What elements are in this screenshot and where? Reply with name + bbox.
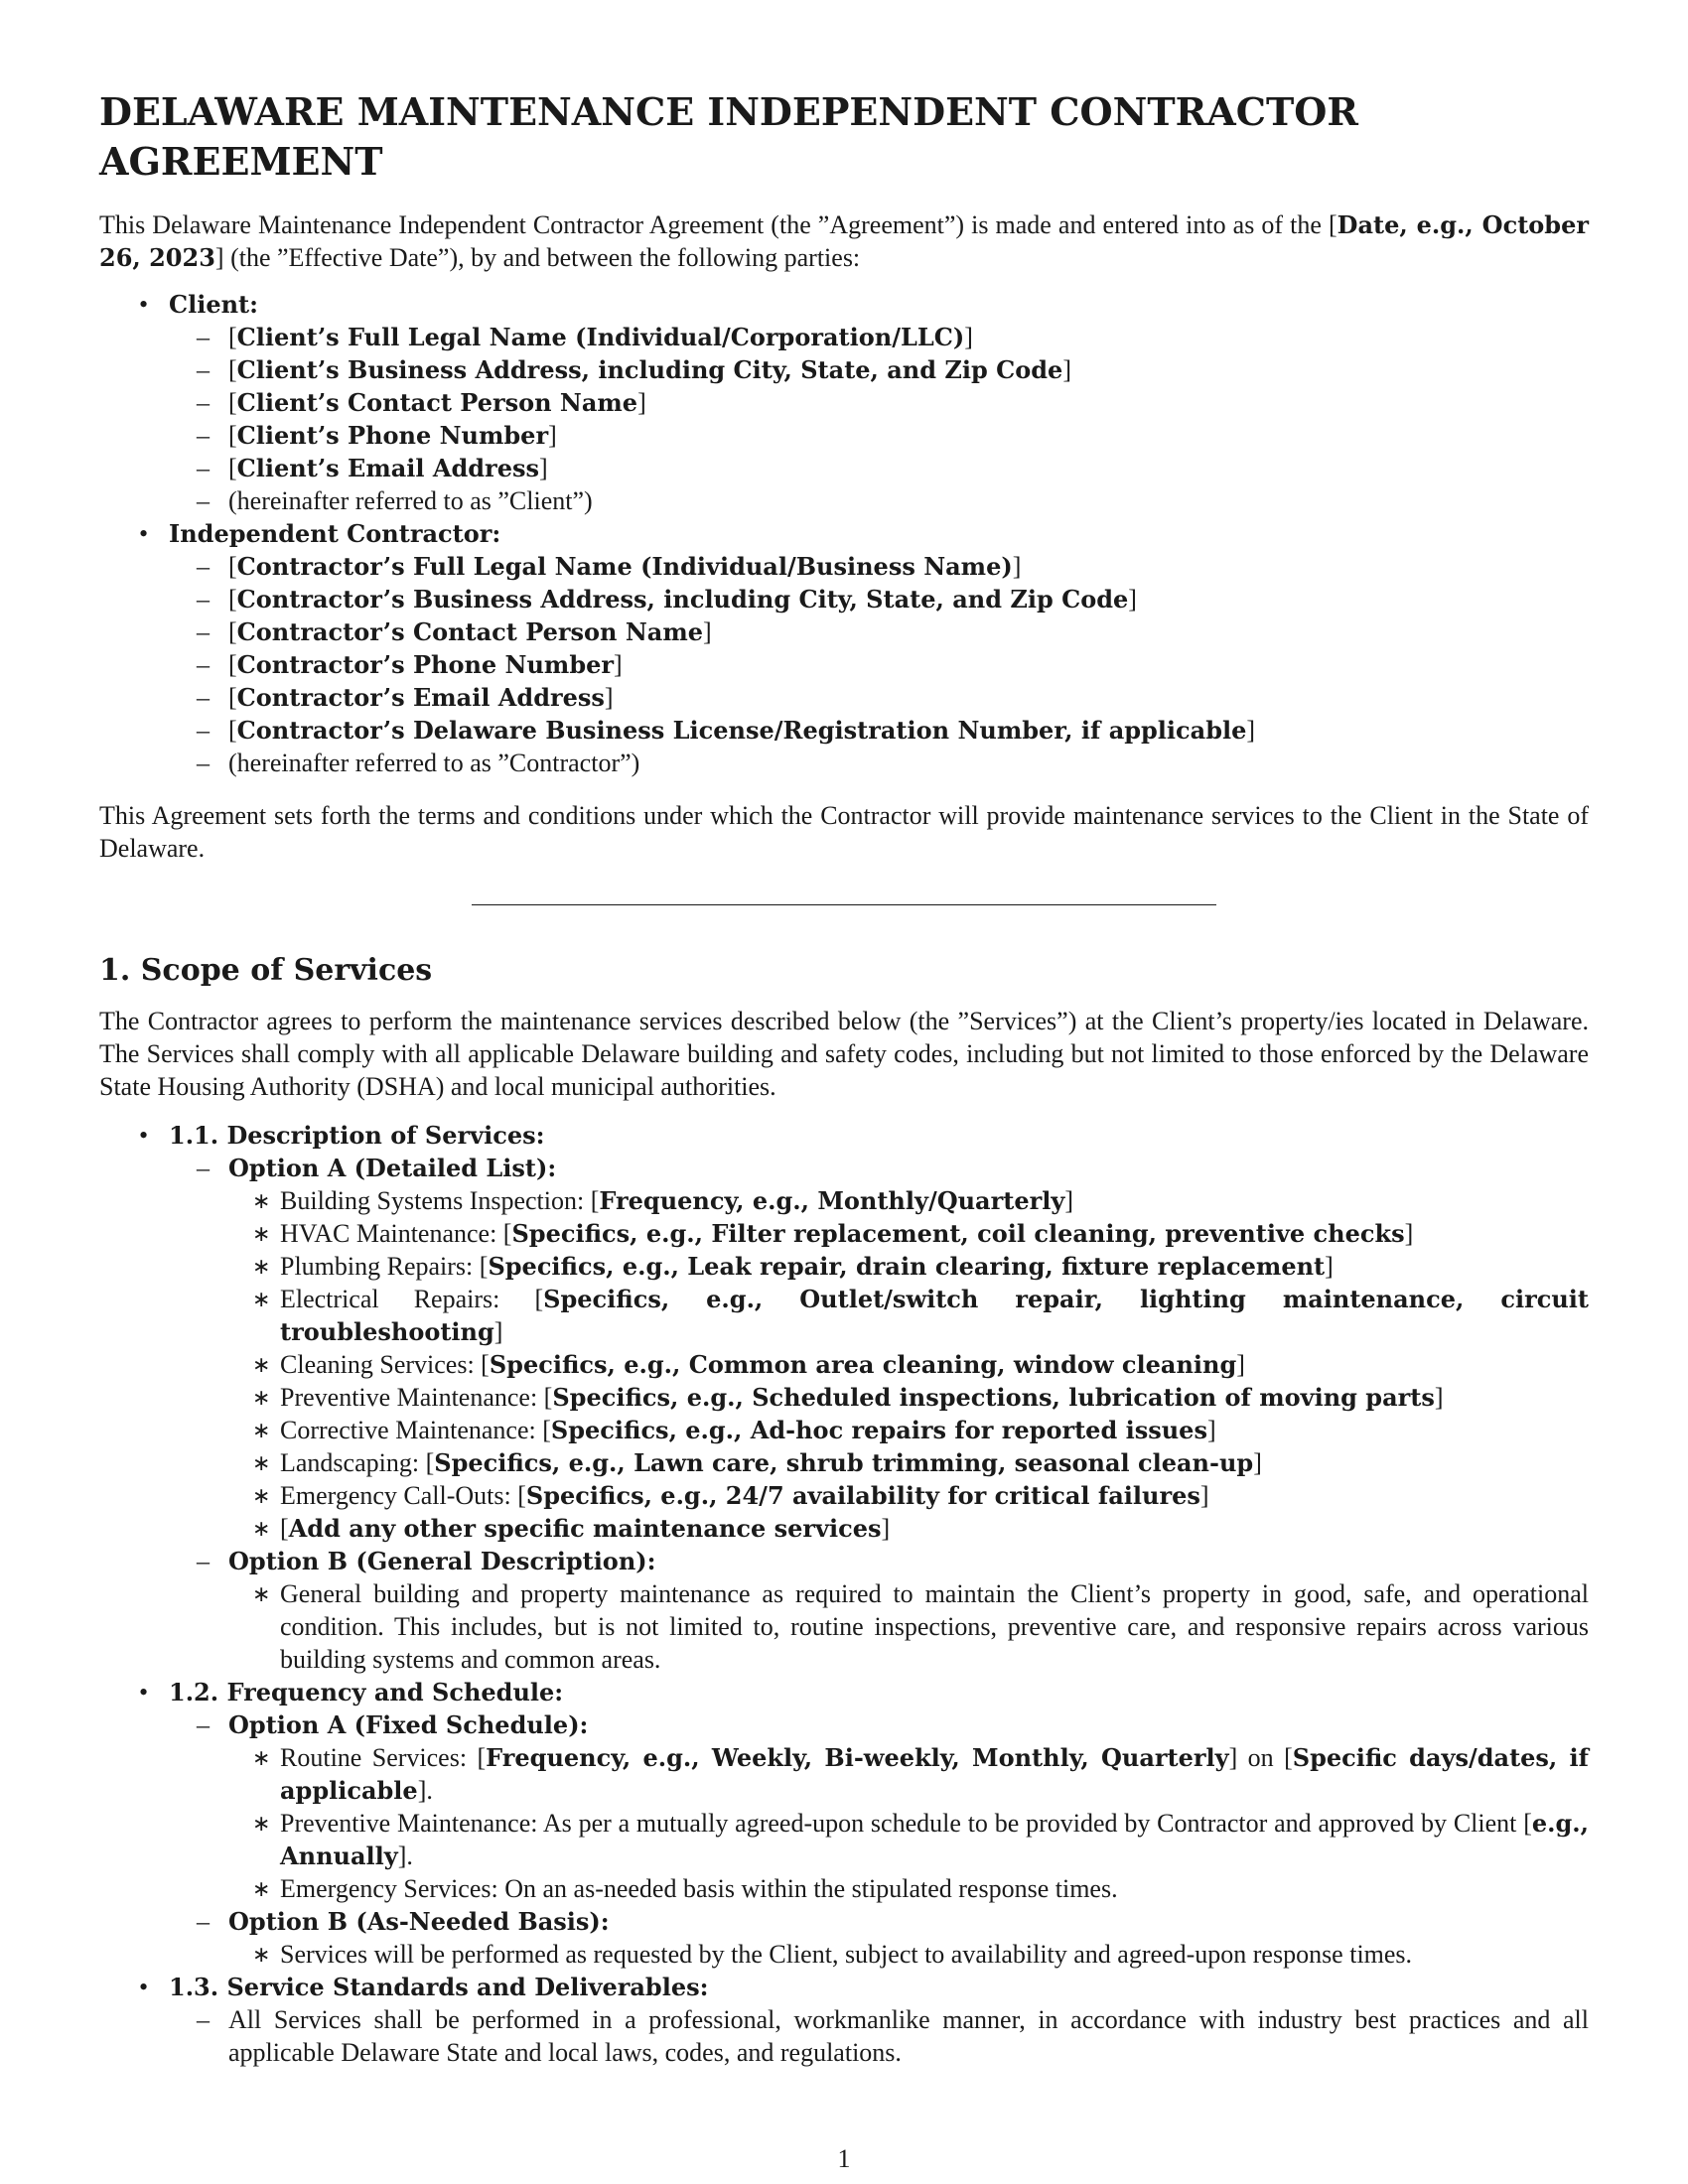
contractor-label: Independent Contractor: <box>169 519 501 548</box>
subsection-1-3-list <box>169 2003 1589 2069</box>
service-item: ∗ Cleaning Services: [Specifics, e.g., Common area cleaning, window cleaning] <box>228 1348 1589 1381</box>
subsection-1-1-options <box>169 1152 1589 1676</box>
service-item: ∗ Plumbing Repairs: [Specifics, e.g., Leak repair, drain clearing, fixture replacement] <box>228 1250 1589 1283</box>
service-item: ∗ Preventive Maintenance: [Specifics, e.g., Scheduled inspections, lubrication of moving parts] <box>228 1381 1589 1414</box>
contractor-fields <box>169 550 1589 779</box>
subsection-1-3-label: 1.3. Service Standards and Deliverables: <box>169 1973 709 2001</box>
service-item: ∗ Landscaping: [Specifics, e.g., Lawn care, shrub trimming, seasonal clean-up] <box>228 1446 1589 1479</box>
service-standards-text: – All Services shall be performed in a professional, workmanlike manner, in accordance with industry best practices and all applicable Delaware State and local laws, codes, and regulations. <box>169 2003 1589 2069</box>
intro-paragraph <box>99 208 1589 274</box>
contractor-field: – [Contractor’s Delaware Business License/Registration Number, if applicable] <box>169 714 1589 747</box>
services-list <box>228 1184 1589 1545</box>
subsection-1-2-label: 1.2. Frequency and Schedule: <box>169 1678 564 1706</box>
section-1-paragraph: The Contractor agrees to perform the maintenance services described below (the ”Services”) at the Client’s property/ies located in Delaware. The Services shall comply with all applicable Delaware building and safety codes, including but not limited to those enforced by the Delaware State Housing Authority (DSHA) and local municipal authorities. <box>99 1007 1589 1101</box>
service-item: ∗ Building Systems Inspection: [Frequency, e.g., Monthly/Quarterly] <box>228 1184 1589 1217</box>
contractor-field: – [Contractor’s Phone Number] <box>169 648 1589 681</box>
subsection-1-1-label: 1.1. Description of Services: <box>169 1121 545 1150</box>
subsection-1-1 <box>99 1119 1589 1676</box>
subsection-1-3 <box>99 1971 1589 2069</box>
scope-list <box>99 1119 1589 2069</box>
client-field: – [Client’s Business Address, including City, State, and Zip Code] <box>169 353 1589 386</box>
service-item: ∗ Emergency Call-Outs: [Specifics, e.g., 24/7 availability for critical failures] <box>228 1479 1589 1512</box>
option-b-general: – Option B (General Description): ∗ General building and property maintenance as required to maintain the Client’s property in good, safe, and operational condition. This includes, but is not limited to, routine inspections, preventive care, and responsive repairs across various building systems and common areas. <box>169 1545 1589 1676</box>
option-a-fixed: – Option A (Fixed Schedule): ∗ Routine Services: [Frequency, e.g., Weekly, Bi-weekly, Monthly, Quarterly] on [Specific days/dates, if applicable]. ∗ Preventive Maintenance: As per a mutually agreed-upon schedule to be provided by Contractor and approved by Client [e.g., Annually]. ∗ Emergency Services: On an as-needed basis within the stipulated response times. <box>169 1708 1589 1905</box>
as-needed-list <box>228 1938 1589 1971</box>
section-divider <box>472 904 1216 905</box>
contractor-note: – (hereinafter referred to as ”Contractor”) <box>169 747 1589 779</box>
contractor-party <box>99 517 1589 779</box>
as-needed-text: ∗ Services will be performed as requested by the Client, subject to availability and agreed-upon response times. <box>228 1938 1589 1971</box>
subsection-1-2-options <box>169 1708 1589 1971</box>
routine-services: ∗ Routine Services: [Frequency, e.g., Weekly, Bi-weekly, Monthly, Quarterly] on [Specific days/dates, if applicable]. <box>228 1741 1589 1807</box>
intro-post: ] (the ”Effective Date”), by and between the following parties: <box>214 243 861 272</box>
page-title: DELAWARE MAINTENANCE INDEPENDENT CONTRACTOR AGREEMENT <box>99 89 1358 184</box>
client-field: – [Client’s Phone Number] <box>169 419 1589 452</box>
client-fields <box>169 321 1589 517</box>
service-item: ∗ Electrical Repairs: [Specifics, e.g., Outlet/switch repair, lighting maintenance, circuit troubleshooting] <box>228 1283 1589 1348</box>
option-b-as-needed: – Option B (As-Needed Basis): ∗ Services will be performed as requested by the Client, subject to availability and agreed-upon response times. <box>169 1905 1589 1971</box>
contractor-field: – [Contractor’s Email Address] <box>169 681 1589 714</box>
fixed-schedule-list <box>228 1741 1589 1905</box>
client-field: – [Client’s Full Legal Name (Individual/Corporation/LLC)] <box>169 321 1589 353</box>
summary-paragraph: This Agreement sets forth the terms and conditions under which the Contractor will provide maintenance services to the Client in the State of Delaware. <box>99 801 1589 863</box>
section-1-heading: 1. Scope of Services <box>99 953 433 988</box>
preventive-maintenance: ∗ Preventive Maintenance: As per a mutually agreed-upon schedule to be provided by Contractor and approved by Client [e.g., Annually]. <box>228 1807 1589 1872</box>
contractor-field: – [Contractor’s Full Legal Name (Individual/Business Name)] <box>169 550 1589 583</box>
client-note: – (hereinafter referred to as ”Client”) <box>169 484 1589 517</box>
contractor-field: – [Contractor’s Business Address, including City, State, and Zip Code] <box>169 583 1589 615</box>
subsection-1-2 <box>99 1676 1589 1971</box>
client-party <box>99 288 1589 517</box>
client-label: Client: <box>169 290 258 319</box>
general-description-list <box>228 1577 1589 1676</box>
client-field: – [Client’s Contact Person Name] <box>169 386 1589 419</box>
emergency-services: ∗ Emergency Services: On an as-needed basis within the stipulated response times. <box>228 1872 1589 1905</box>
effective-date-placeholder: Date, e.g., October 26, 2023 <box>99 210 1589 272</box>
option-a-detailed: – Option A (Detailed List): ∗ Building Systems Inspection: [Frequency, e.g., Monthly/Quarterly] ∗ HVAC Maintenance: [Specifics, e.g., Filter replacement, coil cleaning, preventive checks] ∗ Plumbing Repairs: [Specifics, e.g., Leak repair, drain clearing, fixture replacement] ∗ Electrical Repairs: [Specifics, e.g., Outlet/switch repair, lighting maintenance, circuit troubleshooting] ∗ Cleaning Services: [Specifics, e.g., Common area cleaning, window cleaning] ∗ Preventive Maintenance: [Specifics, e.g., Scheduled inspections, lubrication of moving parts] ∗ Corrective Maintenance: [Specifics, e.g., Ad-hoc repairs for reported issues] ∗ Landscaping: [Specifics, e.g., Lawn care, shrub trimming, seasonal clean-up] ∗ Emergency Call-Outs: [Specifics, e.g., 24/7 availability for critical failures] ∗ [Add any other specific maintenance services] <box>169 1152 1589 1545</box>
service-item: ∗ HVAC Maintenance: [Specifics, e.g., Filter replacement, coil cleaning, preventive checks] <box>228 1217 1589 1250</box>
service-item: ∗ Corrective Maintenance: [Specifics, e.g., Ad-hoc repairs for reported issues] <box>228 1414 1589 1446</box>
general-description: ∗ General building and property maintenance as required to maintain the Client’s property in good, safe, and operational condition. This includes, but is not limited to, routine inspections, preventive care, and responsive repairs across various building systems and common areas. <box>228 1577 1589 1676</box>
page-number: 1 <box>837 2144 851 2173</box>
client-field: – [Client’s Email Address] <box>169 452 1589 484</box>
service-item: ∗ [Add any other specific maintenance services] <box>228 1512 1589 1545</box>
intro-pre: This Delaware Maintenance Independent Contractor Agreement (the ”Agreement”) is made and entered into as of the [ <box>99 210 1337 239</box>
parties-list <box>99 288 1589 779</box>
contractor-field: – [Contractor’s Contact Person Name] <box>169 615 1589 648</box>
